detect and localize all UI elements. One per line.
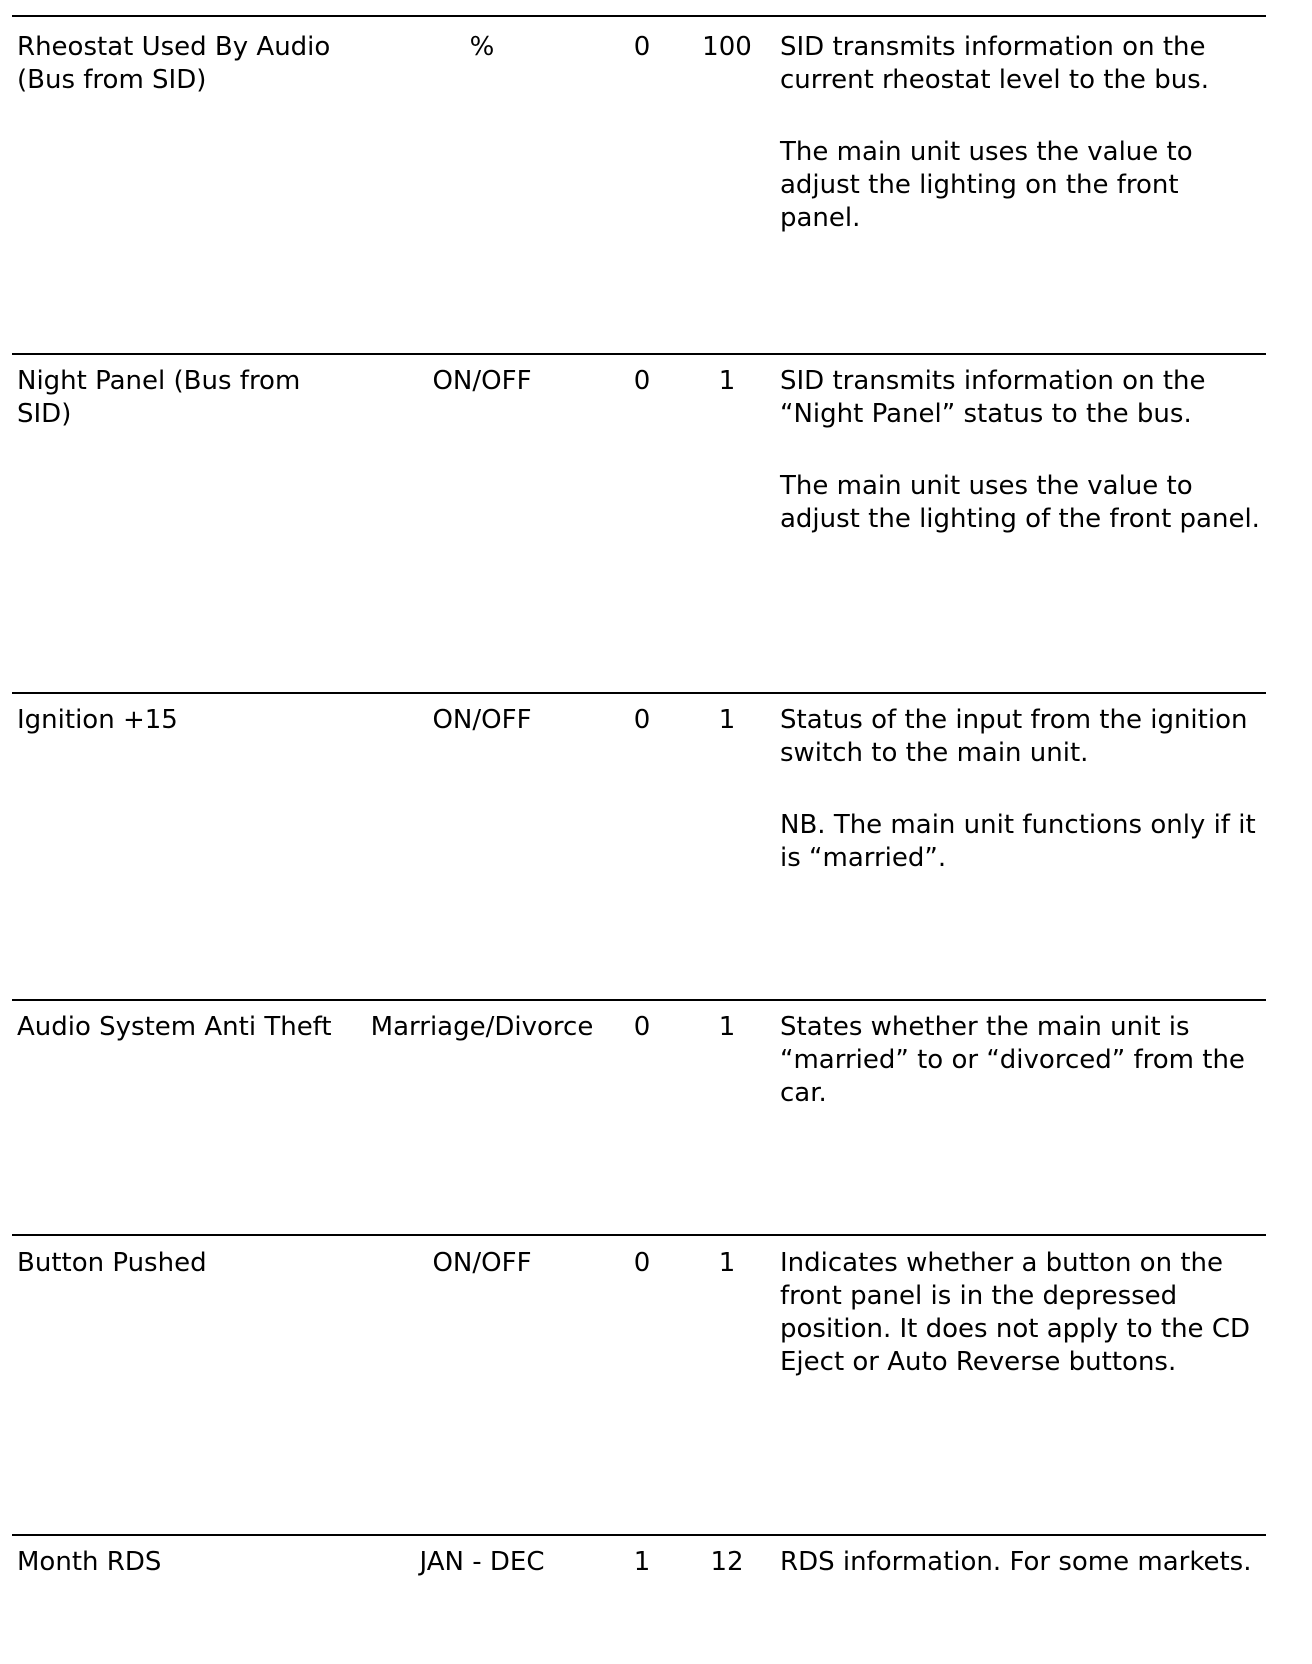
table-row [12,15,1266,337]
parameter-name: Month RDS [17,1547,162,1577]
description-paragraph: Indicates whether a button on the front panel is in the depressed position. It does not apply to the CD Eject or Auto Reverse buttons. [780,1248,1250,1377]
parameter-max: 1 [718,366,736,396]
parameter-unit: ON/OFF [432,366,532,396]
description-paragraph: States whether the main unit is “married” to or “divorced” from the car. [780,1012,1245,1108]
parameter-min: 0 [633,705,651,735]
parameter-unit: % [469,32,495,62]
parameter-name: Audio System Anti Theft [17,1012,332,1042]
description-paragraph: NB. The main unit functions only if it is “married”. [780,810,1256,873]
parameter-description [780,1011,1260,1110]
parameter-min: 0 [633,1248,651,1278]
description-paragraph: SID transmits information on the “Night Panel” status to the bus. [780,366,1206,429]
parameter-min: 0 [633,366,651,396]
parameter-min: 0 [633,32,651,62]
description-paragraph: The main unit uses the value to adjust the lighting on the front panel. [780,137,1193,233]
parameter-min: 0 [633,1012,651,1042]
description-paragraph: RDS information. For some markets. [780,1547,1252,1577]
parameter-max: 1 [718,705,736,735]
parameter-description [780,1247,1260,1379]
parameter-name: Ignition +15 [17,705,178,735]
parameter-max: 1 [718,1012,736,1042]
parameter-max: 12 [710,1547,744,1577]
parameter-description [780,1546,1260,1579]
description-paragraph: SID transmits information on the current rheostat level to the bus. [780,32,1209,95]
parameter-name: Night Panel (Bus from SID) [17,366,301,429]
parameter-unit: ON/OFF [432,705,532,735]
description-paragraph: Status of the input from the ignition switch to the main unit. [780,705,1248,768]
description-paragraph: The main unit uses the value to adjust the lighting of the front panel. [780,471,1260,534]
parameter-description [780,31,1260,235]
parameter-max: 100 [702,32,752,62]
parameter-min: 1 [633,1547,651,1577]
table-row [12,1534,1266,1656]
parameter-name: Rheostat Used By Audio (Bus from SID) [17,32,331,95]
parameter-unit: Marriage/Divorce [370,1012,594,1042]
parameter-unit: JAN - DEC [419,1547,545,1577]
parameter-description [780,365,1260,536]
table-row [12,999,1266,1231]
parameter-unit: ON/OFF [432,1248,532,1278]
table-row [12,692,1266,994]
parameter-max: 1 [718,1248,736,1278]
parameter-name: Button Pushed [17,1248,207,1278]
table-row [12,353,1266,665]
parameter-description [780,704,1260,875]
table-row [12,1234,1266,1526]
